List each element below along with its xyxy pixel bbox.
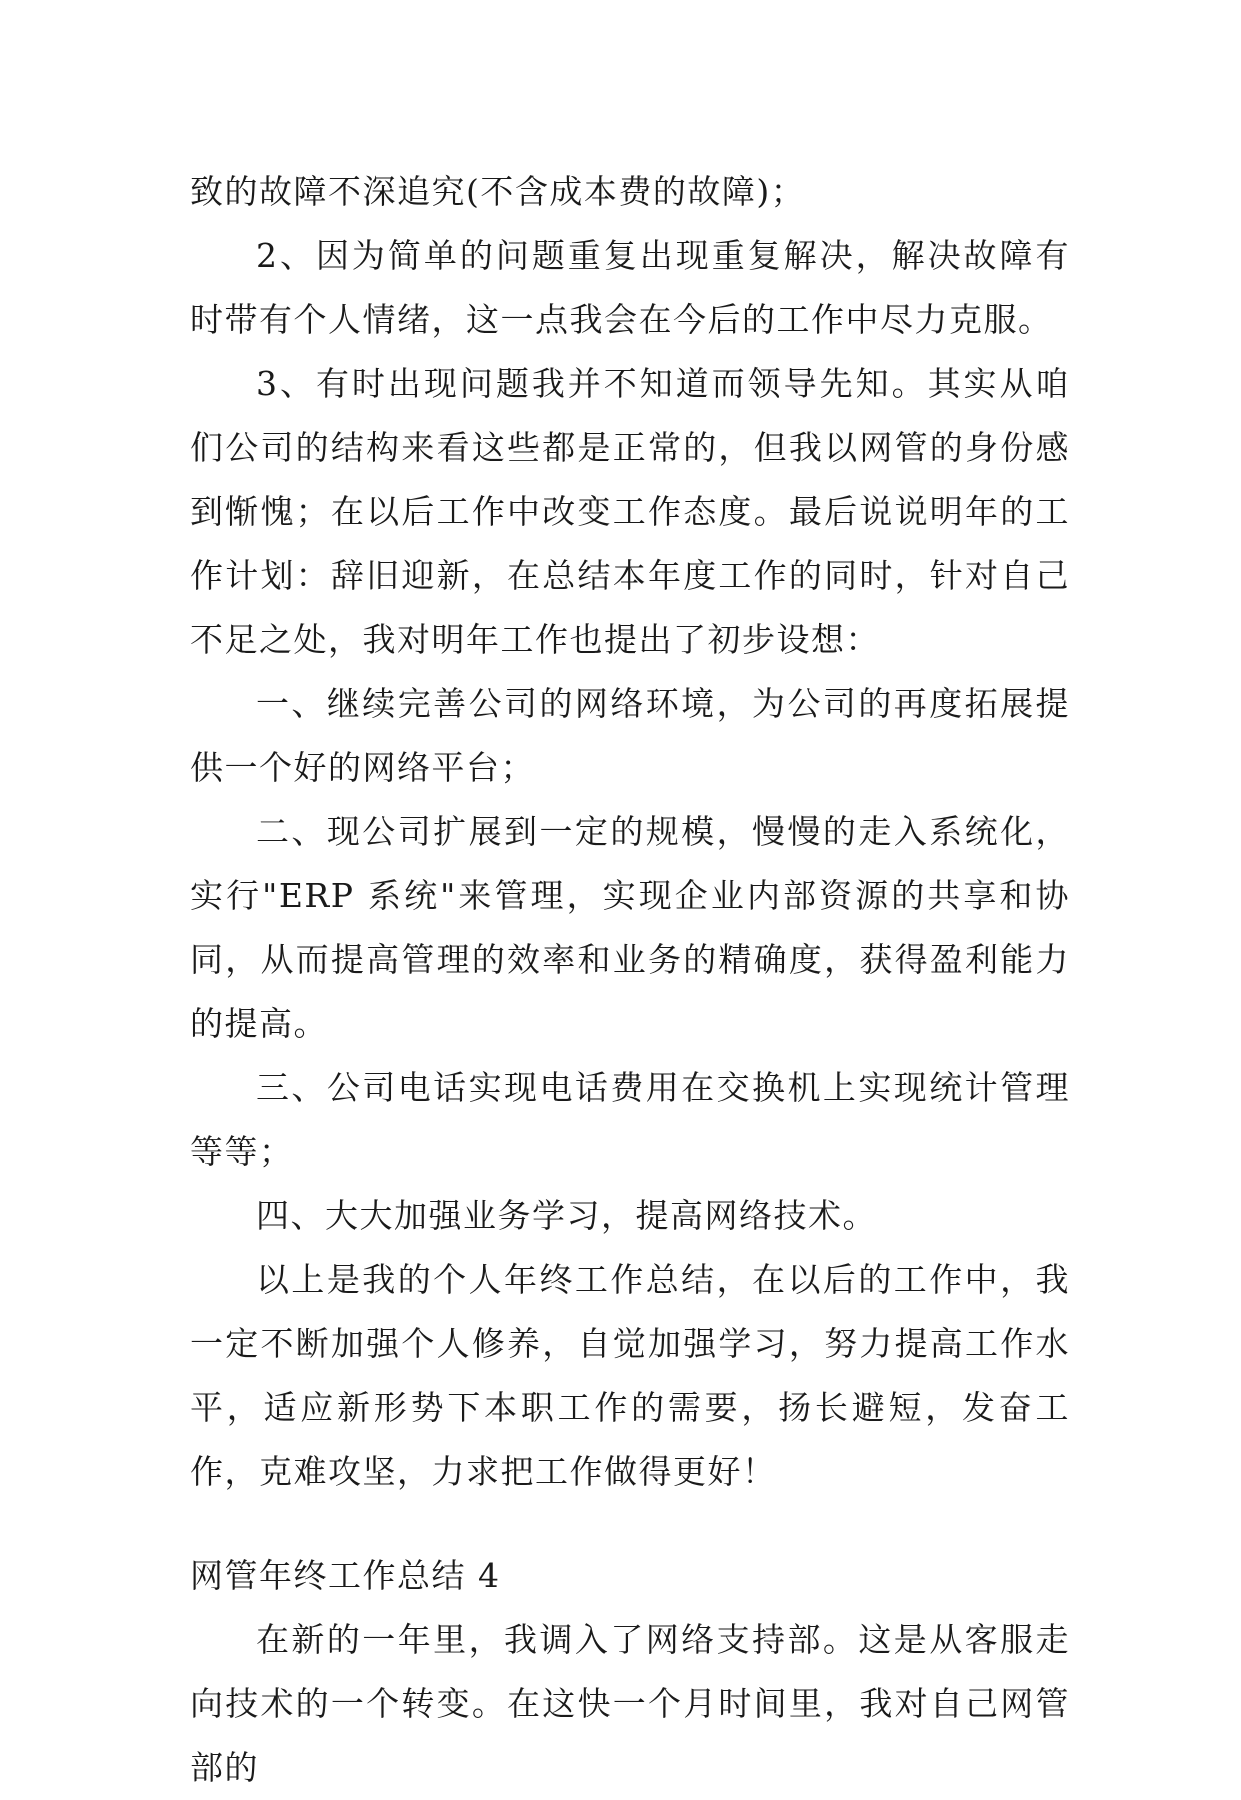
plan-item-3: 三、公司电话实现电话费用在交换机上实现统计管理等等； xyxy=(190,1068,1070,1171)
document-body xyxy=(190,160,1070,1800)
closing-paragraph: 以上是我的个人年终工作总结，在以后的工作中，我一定不断加强个人修养，自觉加强学习，努力提高工作水平，适应新形势下本职工作的需要，扬长避短，发奋工作，克难攻坚，力求把工作做得更好！ xyxy=(190,1260,1070,1491)
paragraph-item-3: 3、有时出现问题我并不知道而领导先知。其实从咱们公司的结构来看这些都是正常的，但我以网管的身份感到惭愧；在以后工作中改变工作态度。最后说说明年的工作计划：辞旧迎新，在总结本年度工作的同时，针对自己不足之处，我对明年工作也提出了初步设想： xyxy=(190,364,1070,659)
paragraph-continued: 致的故障不深追究(不含成本费的故障)； xyxy=(190,172,806,211)
paragraph-item-2: 2、因为简单的问题重复出现重复解决，解决故障有时带有个人情绪，这一点我会在今后的工作中尽力克服。 xyxy=(190,236,1070,339)
section-heading: 网管年终工作总结 4 xyxy=(190,1556,501,1595)
plan-item-1: 一、继续完善公司的网络环境，为公司的再度拓展提供一个好的网络平台； xyxy=(190,684,1070,787)
section-intro-paragraph: 在新的一年里，我调入了网络支持部。这是从客服走向技术的一个转变。在这快一个月时间里，我对自己网管部的 xyxy=(190,1620,1070,1787)
plan-item-4: 四、大大加强业务学习，提高网络技术。 xyxy=(256,1196,877,1235)
plan-item-2: 二、现公司扩展到一定的规模，慢慢的走入系统化，实行"ERP 系统"来管理，实现企业内部资源的共享和协同，从而提高管理的效率和业务的精确度，获得盈利能力的提高。 xyxy=(190,812,1070,1043)
